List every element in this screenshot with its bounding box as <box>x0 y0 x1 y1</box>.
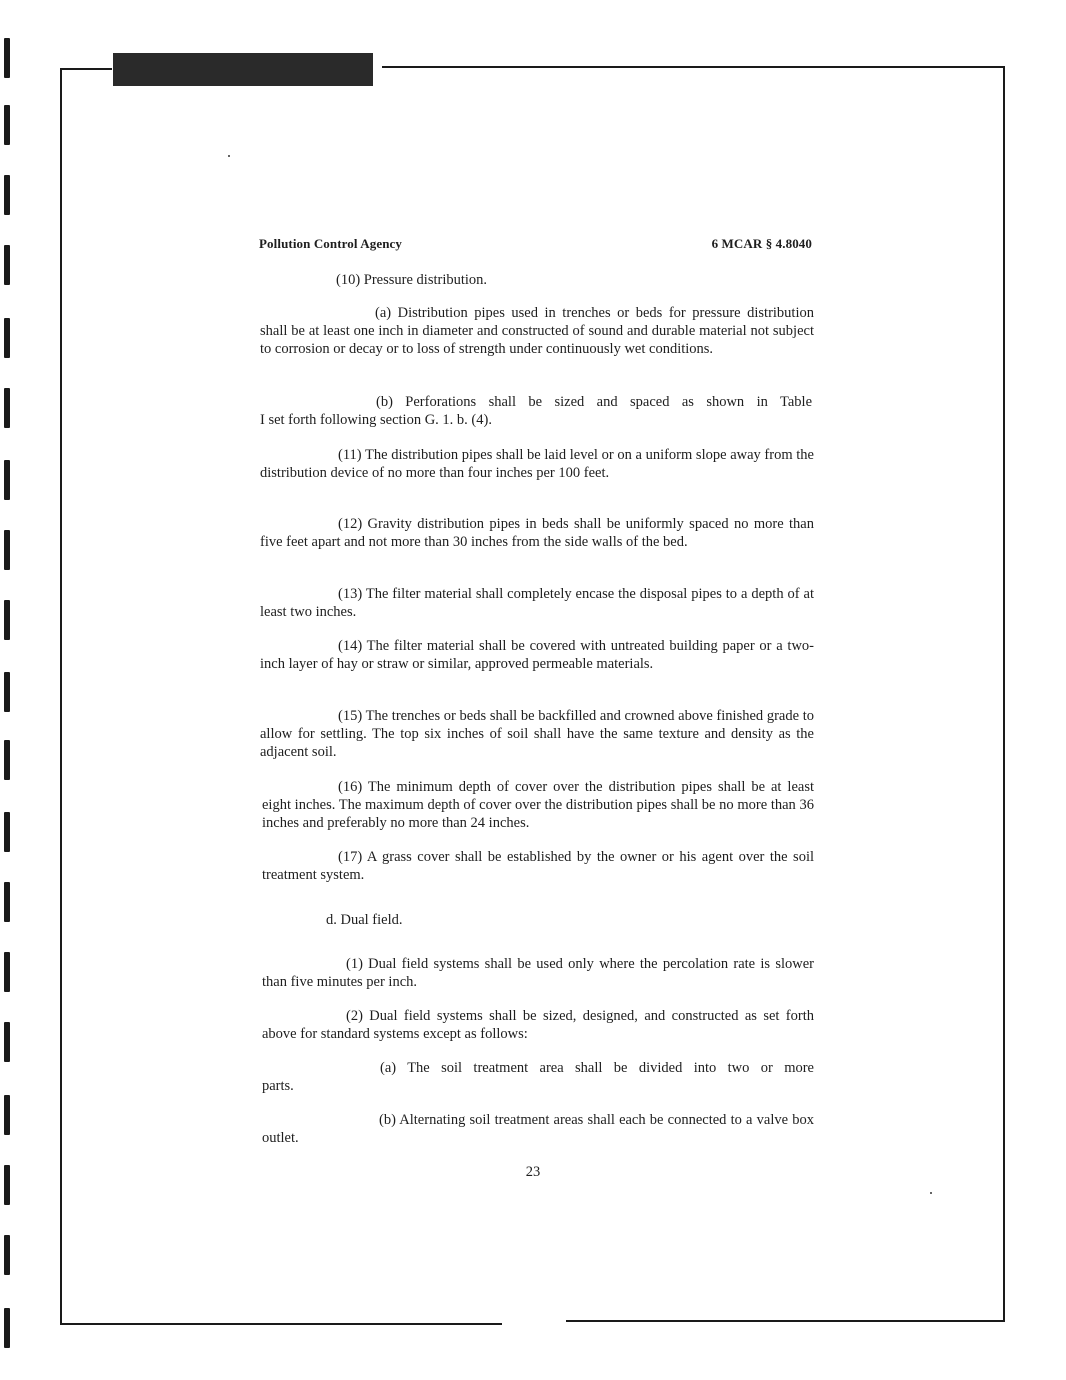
binder-mark <box>4 740 10 780</box>
binder-mark <box>4 318 10 358</box>
binder-mark <box>4 600 10 640</box>
binder-mark <box>4 882 10 922</box>
frame-bottom-left <box>60 1323 502 1325</box>
running-head-citation: 6 MCAR § 4.8040 <box>711 236 812 251</box>
binder-mark <box>4 460 10 500</box>
paragraph-d2a-line1: (a) The soil treatment area shall be divided into two or more <box>380 1060 814 1076</box>
paragraph-16: (16) The minimum depth of cover over the distribution pipes shall be at least eight inches. The maximum depth of cover over the distribution pipes shall be no more than 36 inches and preferably no more than 24 inches. <box>262 779 814 831</box>
binder-mark <box>4 672 10 712</box>
section-heading-dual-field: d. Dual field. <box>326 912 403 928</box>
paragraph-15: (15) The trenches or beds shall be backfilled and crowned above finished grade to allow for settling. The top six inches of soil shall have the same texture and density as the adjacent soil. <box>260 708 814 760</box>
section-heading-pressure-distribution: (10) Pressure distribution. <box>336 272 488 288</box>
frame-bottom-right <box>566 1320 1005 1322</box>
paragraph-10a: (a) Distribution pipes used in trenches or beds for pressure distribution shall be at least one inch in diameter and constructed of sound and durable material not subject to corrosion or decay or to loss of strength under continuously wet conditions. <box>260 305 814 357</box>
binder-mark <box>4 38 10 78</box>
binder-mark <box>4 530 10 570</box>
redaction-bar <box>113 53 373 86</box>
paragraph-11: (11) The distribution pipes shall be laid level or on a uniform slope away from the distribution device of no more than four inches per 100 feet. <box>260 447 814 481</box>
paragraph-d2: (2) Dual field systems shall be sized, designed, and constructed as set forth above for standard systems except as follows: <box>262 1008 814 1042</box>
binder-mark <box>4 812 10 852</box>
frame-right <box>1003 66 1005 1320</box>
binder-mark <box>4 245 10 285</box>
binder-mark <box>4 388 10 428</box>
scan-speck <box>930 1192 932 1194</box>
paragraph-d2a-line2: parts. <box>262 1078 294 1094</box>
paragraph-10b-line1: (b) Perforations shall be sized and spaced as shown in Table <box>376 394 812 410</box>
binder-mark <box>4 952 10 992</box>
running-head-agency: Pollution Control Agency <box>259 236 403 251</box>
binder-mark <box>4 105 10 145</box>
paragraph-d1: (1) Dual field systems shall be used only where the percolation rate is slower than five minutes per inch. <box>262 956 814 990</box>
page-number: 23 <box>525 1164 541 1180</box>
binder-mark <box>4 1095 10 1135</box>
frame-top-left <box>60 68 112 70</box>
frame-top-right <box>382 66 1004 68</box>
paragraph-12: (12) Gravity distribution pipes in beds shall be uniformly spaced no more than five feet apart and not more than 30 inches from the side walls of the bed. <box>260 516 814 550</box>
binder-mark <box>4 175 10 215</box>
binder-mark <box>4 1022 10 1062</box>
scan-speck <box>228 155 230 157</box>
paragraph-17: (17) A grass cover shall be established by the owner or his agent over the soil treatment system. <box>262 849 814 883</box>
binder-mark <box>4 1235 10 1275</box>
paragraph-13: (13) The filter material shall completely encase the disposal pipes to a depth of at least two inches. <box>260 586 814 620</box>
frame-left <box>60 68 62 1324</box>
paragraph-10b-line2: I set forth following section G. 1. b. (4). <box>260 412 492 428</box>
paragraph-d2b: (b) Alternating soil treatment areas shall each be connected to a valve box outlet. <box>262 1112 814 1146</box>
paragraph-14: (14) The filter material shall be covered with untreated building paper or a two-inch layer of hay or straw or similar, approved permeable materials. <box>260 638 814 672</box>
binder-mark <box>4 1308 10 1348</box>
